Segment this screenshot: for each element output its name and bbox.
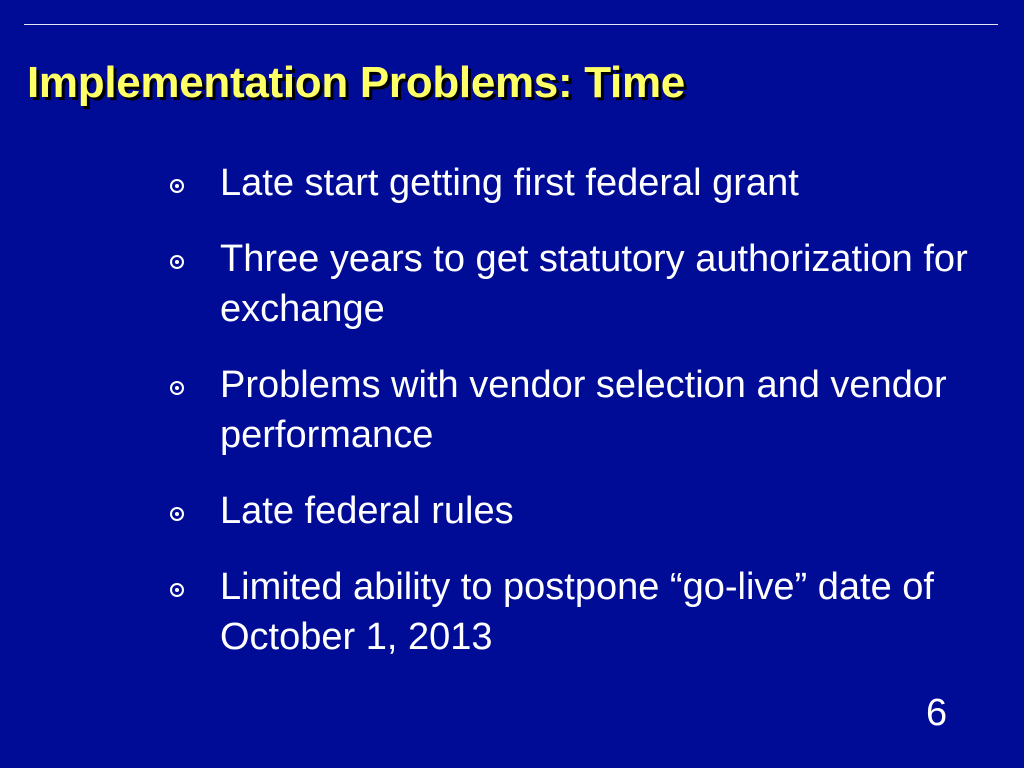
- bullet-item: [160, 486, 1000, 536]
- bullet-icon: [170, 255, 184, 269]
- bullet-item: [160, 158, 1000, 208]
- bullet-item: [160, 234, 1000, 334]
- bullet-icon: [170, 507, 184, 521]
- top-divider: [24, 24, 998, 25]
- bullet-icon: [170, 583, 184, 597]
- bullet-text: Late federal rules: [220, 490, 514, 532]
- bullet-text: Late start getting first federal grant: [220, 162, 799, 204]
- bullet-item: [160, 360, 1000, 460]
- bullet-text: Limited ability to postpone “go-live” date of October 1, 2013: [220, 566, 934, 658]
- bullet-text: Problems with vendor selection and vendor performance: [220, 364, 947, 456]
- bullet-list: [160, 158, 1000, 688]
- bullet-icon: [170, 381, 184, 395]
- slide-title: Implementation Problems: Time: [27, 58, 685, 107]
- bullet-item: [160, 562, 1000, 662]
- bullet-icon: [170, 179, 184, 193]
- page-number: 6: [926, 692, 948, 734]
- bullet-text: Three years to get statutory authorization for exchange: [220, 238, 968, 330]
